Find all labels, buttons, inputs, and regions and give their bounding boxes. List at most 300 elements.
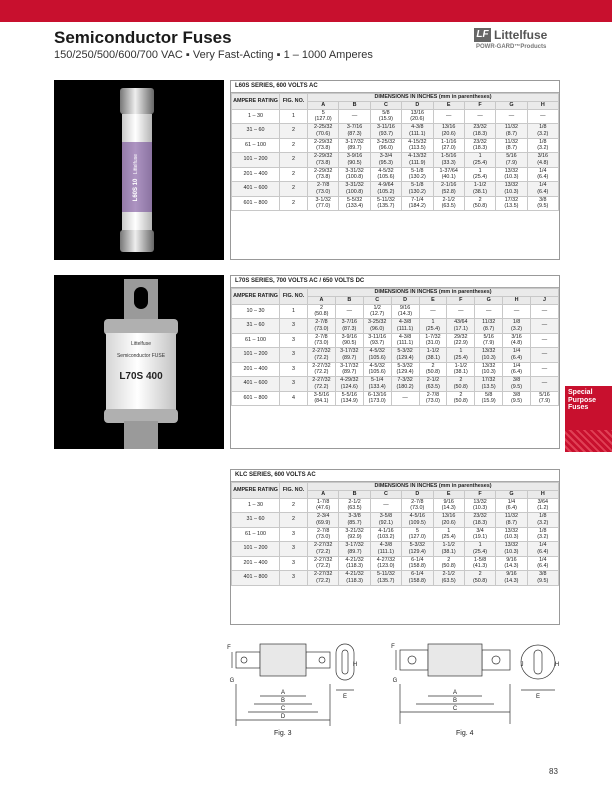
- table-row: [232, 182, 559, 197]
- inch-value: 3-21/32: [345, 527, 364, 534]
- dimension-cell: [335, 333, 363, 348]
- dimension-cell: [527, 167, 558, 182]
- fig3-caption: Fig. 3: [274, 730, 292, 737]
- fig4-right-tab: [482, 650, 510, 670]
- dimension-cell: [433, 182, 464, 197]
- mm-value: (73.0): [316, 188, 331, 195]
- mm-value: (7.9): [538, 398, 551, 405]
- rating-cell: 201 – 400: [232, 362, 280, 377]
- inch-value: —: [541, 365, 548, 372]
- mm-value: (129.4): [396, 369, 414, 376]
- mm-value: (4.8): [511, 340, 523, 347]
- inch-value: 4-3/8: [398, 319, 412, 325]
- inch-value: 5: [321, 109, 325, 116]
- col-header-letter: H: [527, 101, 558, 109]
- dimension-cell: [308, 377, 336, 392]
- dimension-cell: [503, 333, 531, 348]
- fig3-right-tab: [306, 652, 330, 668]
- fuse-photo-l60s: [54, 80, 224, 260]
- mm-value: (72.2): [314, 369, 329, 376]
- side-tab-stripe: [565, 430, 612, 452]
- dimension-cell: [363, 362, 391, 377]
- mm-value: (73.0): [314, 340, 329, 347]
- inch-value: —: [458, 307, 464, 314]
- inch-value: 5-3/32: [397, 348, 413, 354]
- dimension-cell: [308, 348, 336, 363]
- fuse2-model-text: L70S 400: [119, 371, 163, 382]
- mm-value: (38.1): [473, 188, 488, 195]
- fig3-label-c: C: [280, 706, 286, 712]
- dimension-cell: [496, 153, 527, 168]
- dimension-cell: [503, 304, 531, 319]
- mm-value: (96.0): [378, 145, 393, 152]
- dimension-cell: [464, 109, 495, 124]
- dimension-cell: [391, 319, 419, 334]
- col-header-rating: AMPERE RATING: [232, 289, 280, 305]
- dimension-cell: [402, 498, 433, 513]
- mm-value: (50.8): [314, 311, 329, 318]
- inch-value: 1/4: [512, 348, 521, 354]
- inch-value: 2-7/8: [317, 182, 330, 188]
- inch-value: 4-5/32: [378, 167, 394, 174]
- inch-value: 1/8: [539, 527, 547, 534]
- inch-value: 1: [478, 167, 482, 174]
- mm-value: (25.4): [425, 325, 440, 332]
- dimension-cell: [419, 348, 447, 363]
- fuse1-brand-text: Littelfuse: [133, 153, 139, 175]
- mm-value: (77.0): [316, 203, 331, 210]
- dimension-cell: [339, 124, 370, 139]
- fig-cell: 4: [280, 391, 308, 406]
- mm-value: (92.9): [347, 534, 362, 541]
- table-row: [232, 167, 559, 182]
- dimension-cell: [527, 513, 558, 528]
- dimension-cell: [527, 498, 558, 513]
- inch-value: 3/8: [539, 571, 547, 577]
- fig3-label-e: E: [342, 694, 348, 700]
- inch-value: —: [541, 351, 548, 358]
- mm-value: (3.2): [537, 519, 549, 526]
- dimension-cell: [370, 527, 401, 542]
- dimension-cell: [475, 348, 503, 363]
- rating-cell: 31 – 60: [232, 319, 280, 334]
- mm-value: (10.3): [504, 534, 519, 541]
- dimension-cell: [339, 167, 370, 182]
- mm-value: (7.9): [505, 159, 517, 166]
- mm-value: (127.0): [408, 534, 426, 541]
- mm-value: (118.3): [346, 577, 363, 584]
- dimension-cell: [503, 377, 531, 392]
- mm-value: (38.1): [441, 548, 456, 555]
- inch-value: 1/2: [373, 304, 381, 311]
- mm-value: (70.6): [316, 130, 331, 137]
- rating-cell: 601 – 800: [232, 391, 280, 406]
- inch-value: 3/16: [511, 333, 522, 340]
- mm-value: (18.3): [473, 145, 488, 152]
- dimension-cell: [339, 542, 370, 557]
- fuse-bottom-tab: [124, 421, 158, 449]
- inch-value: 2-7/8: [426, 391, 440, 398]
- col-header-letter: E: [433, 101, 464, 109]
- col-header-letter: E: [433, 490, 464, 498]
- dimension-cell: [527, 556, 558, 571]
- dimension-cell: [370, 124, 401, 139]
- fig-cell: 3: [280, 333, 308, 348]
- dimension-cell: [339, 527, 370, 542]
- mm-value: (89.7): [347, 548, 362, 555]
- col-header-letter: D: [402, 490, 433, 498]
- dimensions-header: DIMENSIONS IN INCHES (mm in parentheses): [308, 289, 559, 297]
- dimension-cell: [370, 196, 401, 211]
- inch-value: 13/16: [441, 124, 456, 130]
- dimension-cell: [370, 556, 401, 571]
- col-header-letter: F: [464, 101, 495, 109]
- dimension-cell: [339, 513, 370, 528]
- figure-4-drawing: [390, 640, 560, 740]
- mm-value: (72.2): [316, 563, 331, 570]
- inch-value: 3-1/32: [315, 196, 331, 203]
- inch-value: 4-5/32: [369, 362, 385, 369]
- table-caption: KLC SERIES, 600 VOLTS AC: [231, 470, 559, 482]
- inch-value: 3-17/32: [345, 138, 364, 145]
- mm-value: (90.5): [342, 340, 357, 347]
- fig3-label-f: F: [227, 645, 231, 651]
- col-header-fig: FIG. NO.: [280, 483, 308, 499]
- inch-value: 1-5/16: [441, 153, 457, 159]
- inch-value: 11/32: [504, 124, 518, 130]
- dimension-cell: [433, 556, 464, 571]
- dimensions-header: DIMENSIONS IN INCHES (mm in parentheses): [308, 483, 559, 491]
- mm-value: (14.3): [441, 505, 456, 512]
- dimension-cell: [308, 542, 339, 557]
- inch-value: 4-3/8: [379, 542, 393, 548]
- mm-value: (133.4): [346, 203, 364, 210]
- dimension-cell: [464, 556, 495, 571]
- inch-value: 1-1/2: [442, 542, 455, 548]
- inch-value: 2-25/32: [314, 124, 333, 130]
- col-header-letter: A: [308, 296, 336, 304]
- mm-value: (105.6): [368, 354, 386, 361]
- dimension-cell: [308, 109, 339, 124]
- inch-value: 3/64: [537, 498, 549, 505]
- inch-value: 9/16: [443, 498, 454, 505]
- inch-value: 2-1/2: [442, 571, 455, 577]
- inch-value: —: [541, 322, 548, 329]
- side-section-tab[interactable]: [565, 386, 612, 452]
- mm-value: (73.0): [316, 534, 331, 541]
- mm-value: (90.5): [347, 159, 362, 166]
- fuse-photo-l70s: [54, 275, 224, 449]
- inch-value: 2-27/32: [312, 348, 331, 354]
- col-header-fig: FIG. NO.: [280, 94, 308, 110]
- dimension-cell: [464, 167, 495, 182]
- mm-value: (129.4): [396, 354, 414, 361]
- inch-value: 3/8: [539, 196, 547, 203]
- mm-value: (3.2): [537, 534, 549, 541]
- inch-value: 9/16: [506, 571, 517, 577]
- dimension-cell: [308, 167, 339, 182]
- dimension-cell: [527, 527, 558, 542]
- mm-value: (73.0): [314, 325, 329, 332]
- dimension-table: [231, 93, 559, 211]
- mm-value: (158.8): [408, 563, 426, 570]
- inch-value: 3-31/32: [345, 182, 364, 188]
- mm-value: (18.3): [473, 519, 488, 526]
- inch-value: 4-13/32: [408, 153, 427, 159]
- inch-value: 1-7/32: [425, 333, 441, 340]
- dimension-cell: [475, 391, 503, 406]
- dimension-cell: [433, 153, 464, 168]
- inch-value: 1-1/2: [426, 348, 440, 354]
- inch-value: —: [485, 307, 492, 314]
- mm-value: (9.5): [537, 203, 549, 210]
- col-header-letter: C: [370, 101, 401, 109]
- dimension-cell: [527, 182, 558, 197]
- rating-cell: 31 – 60: [232, 124, 280, 139]
- col-header-letter: D: [402, 101, 433, 109]
- col-header-letter: B: [335, 296, 363, 304]
- inch-value: 1-1/16: [441, 138, 457, 145]
- mm-value: (6.4): [537, 563, 549, 570]
- inch-value: 1-37/64: [439, 167, 458, 174]
- inch-value: 13/32: [481, 362, 496, 369]
- inch-value: 1/4: [539, 167, 547, 174]
- mm-value: (8.7): [505, 145, 517, 152]
- col-header-letter: A: [308, 101, 339, 109]
- mm-value: (63.5): [347, 505, 362, 512]
- dimension-cell: [419, 333, 447, 348]
- dimension-cell: [433, 138, 464, 153]
- inch-value: 11/32: [504, 513, 518, 519]
- inch-value: —: [346, 307, 352, 314]
- inch-value: 1/4: [539, 182, 547, 188]
- fuse-top-tab-hole: [134, 287, 148, 309]
- mm-value: (129.4): [408, 548, 426, 555]
- col-header-fig: FIG. NO.: [280, 289, 308, 305]
- mm-value: (173.0): [368, 398, 386, 405]
- inch-value: 13/32: [481, 348, 496, 354]
- fig-cell: 1: [280, 109, 308, 124]
- dimension-cell: [402, 167, 433, 182]
- dimension-cell: [531, 319, 559, 334]
- dimension-cell: [308, 319, 336, 334]
- dimension-cell: [370, 138, 401, 153]
- fig3-body: [260, 644, 306, 676]
- dimension-cell: [308, 513, 339, 528]
- l70s-table-box: [230, 275, 560, 449]
- rating-cell: 61 – 100: [232, 333, 280, 348]
- inch-value: 3-17/32: [340, 362, 359, 369]
- dimension-cell: [531, 377, 559, 392]
- inch-value: 3-17/32: [340, 348, 359, 354]
- inch-value: 1: [459, 348, 463, 354]
- mm-value: (6.4): [511, 369, 523, 376]
- dimension-cell: [419, 304, 447, 319]
- rating-cell: 601 – 800: [232, 196, 280, 211]
- dimension-cell: [475, 319, 503, 334]
- mm-value: (27.0): [441, 145, 456, 152]
- rating-cell: 101 – 200: [232, 153, 280, 168]
- mm-value: (184.2): [408, 203, 426, 210]
- inch-value: 17/32: [481, 377, 496, 383]
- inch-value: 23/32: [473, 138, 487, 145]
- table-row: [232, 138, 559, 153]
- inch-value: —: [430, 307, 436, 314]
- side-tab-label: Special Purpose Fuses: [568, 389, 597, 412]
- col-header-letter: J: [531, 296, 559, 304]
- mm-value: (7.9): [483, 340, 495, 347]
- dimension-cell: [308, 333, 336, 348]
- dimension-cell: [503, 348, 531, 363]
- dimension-cell: [339, 556, 370, 571]
- col-header-letter: F: [447, 296, 475, 304]
- dimension-cell: [308, 304, 336, 319]
- mm-value: (25.4): [473, 548, 488, 555]
- dimension-cell: [503, 319, 531, 334]
- inch-value: 11/32: [504, 138, 518, 145]
- rating-cell: 61 – 100: [232, 138, 280, 153]
- dimension-cell: [363, 377, 391, 392]
- table-row: [232, 527, 559, 542]
- mm-value: (9.5): [537, 577, 549, 584]
- dimension-cell: [363, 304, 391, 319]
- dimension-cell: [433, 498, 464, 513]
- dimension-cell: [308, 362, 336, 377]
- mm-value: (111.9): [409, 159, 426, 166]
- inch-value: 6-13/16: [368, 391, 387, 398]
- dimension-cell: [447, 304, 475, 319]
- mm-value: (13.5): [481, 383, 496, 390]
- dimension-cell: [308, 138, 339, 153]
- fig3-label-b: B: [280, 698, 286, 704]
- dimension-cell: [447, 362, 475, 377]
- fig3-right-hole: [319, 657, 325, 663]
- inch-value: 5-3/32: [397, 362, 413, 369]
- rating-cell: 31 – 60: [232, 513, 280, 528]
- fig4-label-c: C: [452, 706, 458, 712]
- dimension-cell: [464, 542, 495, 557]
- mm-value: (9.5): [511, 398, 523, 405]
- fig3-end-view: [336, 644, 354, 680]
- inch-value: 13/16: [410, 109, 425, 116]
- fig4-svg: [390, 640, 560, 728]
- inch-value: 1: [478, 153, 482, 159]
- inch-value: 4-15/32: [408, 138, 427, 145]
- mm-value: (93.7): [378, 130, 393, 137]
- dimension-cell: [503, 362, 531, 377]
- inch-value: 5/16: [539, 391, 550, 398]
- table-row: [232, 556, 559, 571]
- dimension-cell: [496, 167, 527, 182]
- table-row: [232, 513, 559, 528]
- mm-value: (9.5): [511, 383, 523, 390]
- figure-3-drawing: [228, 640, 358, 740]
- dimension-cell: [391, 362, 419, 377]
- inch-value: —: [541, 307, 548, 314]
- dimension-cell: [496, 513, 527, 528]
- inch-value: 2-1/2: [426, 377, 440, 383]
- inch-value: 7-1/4: [411, 196, 424, 203]
- inch-value: 5/16: [483, 333, 494, 340]
- table-row: [232, 498, 559, 513]
- dimension-cell: [496, 498, 527, 513]
- dimension-cell: [464, 196, 495, 211]
- dimension-cell: [433, 167, 464, 182]
- mm-value: (93.7): [370, 340, 385, 347]
- fig-cell: 3: [280, 571, 308, 586]
- inch-value: 7-3/32: [397, 377, 413, 383]
- inch-value: 6-1/4: [411, 556, 424, 563]
- klc-table-box: [230, 469, 560, 625]
- inch-value: 9/16: [506, 556, 517, 563]
- dimension-cell: [496, 542, 527, 557]
- col-header-letter: H: [503, 296, 531, 304]
- inch-value: 23/32: [473, 513, 487, 519]
- inch-value: 6-1/4: [411, 571, 424, 577]
- dimension-cell: [339, 571, 370, 586]
- mm-value: (15.9): [378, 116, 393, 123]
- fig-cell: 3: [280, 527, 308, 542]
- table-row: [232, 304, 559, 319]
- inch-value: —: [477, 112, 483, 119]
- fig4-label-b: B: [452, 698, 458, 704]
- mm-value: (20.6): [410, 116, 425, 123]
- inch-value: 4-3/8: [411, 124, 424, 130]
- dimension-cell: [391, 391, 419, 406]
- rating-cell: 101 – 200: [232, 348, 280, 363]
- mm-value: (50.8): [425, 369, 440, 376]
- inch-value: 1: [447, 527, 451, 534]
- dimension-cell: [339, 109, 370, 124]
- inch-value: 3-7/16: [341, 319, 357, 325]
- dimension-cell: [531, 333, 559, 348]
- mm-value: (69.9): [316, 519, 331, 526]
- mm-value: (38.1): [453, 369, 468, 376]
- dimension-cell: [433, 109, 464, 124]
- fuse-top-ferrule: [104, 319, 178, 335]
- fuse-bottom-ferrule: [104, 409, 178, 423]
- fuse2-brand-text: Littelfuse: [130, 341, 152, 347]
- dimension-cell: [335, 362, 363, 377]
- dimension-cell: [370, 542, 401, 557]
- dimension-cell: [464, 124, 495, 139]
- mm-value: (96.0): [370, 325, 385, 332]
- dimension-cell: [464, 153, 495, 168]
- inch-value: 3/8: [512, 391, 521, 398]
- mm-value: (8.7): [505, 519, 517, 526]
- dimension-cell: [402, 571, 433, 586]
- inch-value: —: [541, 336, 548, 343]
- inch-value: 3-5/8: [379, 513, 393, 519]
- mm-value: (20.6): [441, 130, 456, 137]
- mm-value: (50.8): [453, 398, 468, 405]
- mm-value: (84.1): [314, 398, 329, 405]
- mm-value: (20.6): [441, 519, 456, 526]
- dimension-cell: [402, 527, 433, 542]
- inch-value: 2-7/8: [411, 498, 424, 505]
- mm-value: (118.3): [346, 563, 363, 570]
- fig-cell: 2: [280, 498, 308, 513]
- dimension-cell: [370, 109, 401, 124]
- inch-value: 3-25/32: [376, 138, 396, 145]
- table-row: [232, 124, 559, 139]
- inch-value: 3/4: [476, 527, 484, 534]
- inch-value: 4-5/32: [369, 348, 385, 354]
- mm-value: (10.3): [473, 505, 488, 512]
- inch-value: 2-27/32: [314, 571, 333, 577]
- dimension-cell: [531, 362, 559, 377]
- rating-cell: 1 – 30: [232, 109, 280, 124]
